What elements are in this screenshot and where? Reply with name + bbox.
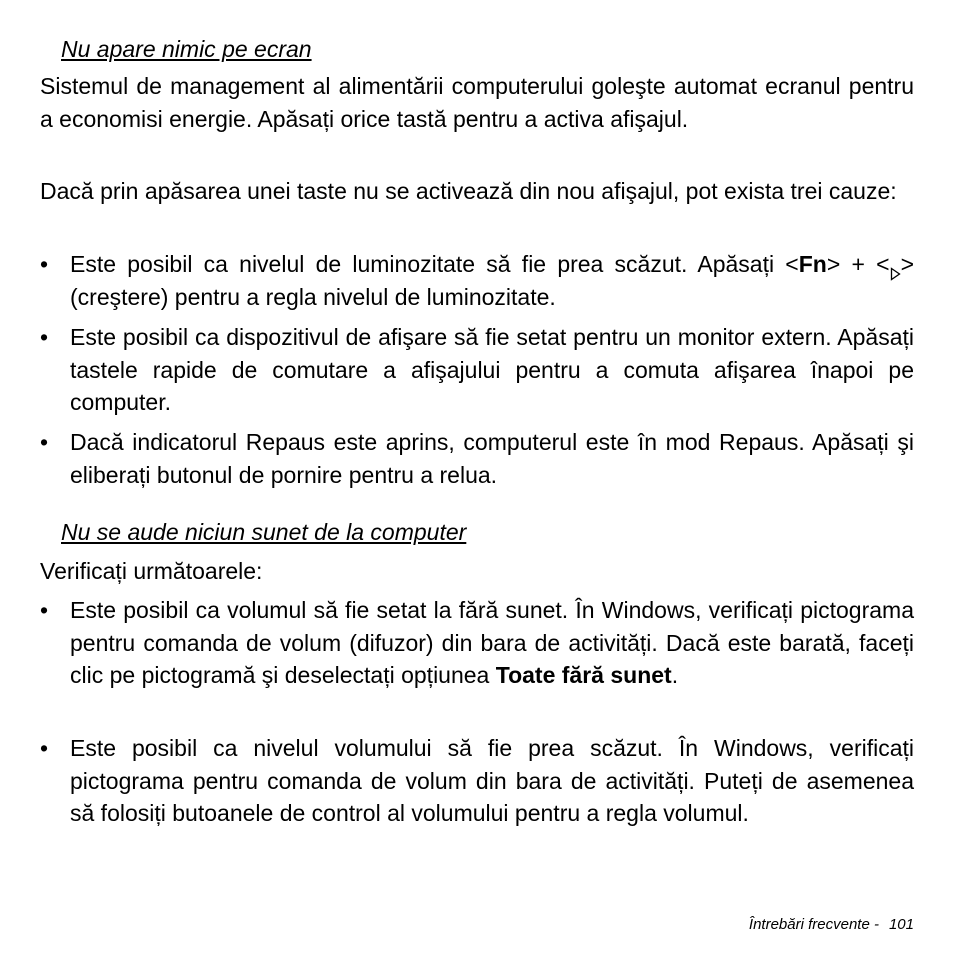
list-item — [40, 732, 914, 830]
bullet-text-brightness: Este posibil ca nivelul de luminozitate să fie prea scăzut. Apăsați <Fn> + < > (creştere) pentru a regla nivelul de luminozitate. — [70, 251, 915, 310]
page-footer — [749, 916, 914, 933]
footer-label: Întrebări frecvente - — [748, 916, 879, 933]
list-item — [40, 594, 914, 692]
bullet-text-external-monitor: Este posibil ca dispozitivul de afişare să fie setat pentru un monitor extern. Apăsați tastele rapide de comutare a afişajului pentru a comuta afişarea înapoi pe computer. — [70, 324, 914, 415]
bullet-marker: • — [40, 324, 49, 350]
bullet-marker: • — [40, 597, 49, 623]
section-heading-no-display: Nu apare nimic pe ecran — [61, 36, 312, 62]
list-item — [40, 321, 914, 419]
key-fn: Fn — [798, 251, 827, 277]
bullet-marker: • — [40, 429, 49, 455]
bullet-text-volume-low: Este posibil ca nivelul volumului să fie prea scăzut. În Windows, verificați pictograma pentru comanda de volum din bara de activități. Puteți de asemenea să folosiți butoanele de control al volumului pentru a regla volumul. — [70, 735, 914, 826]
list-item — [40, 426, 914, 491]
paragraph-power-management: Sistemul de management al alimentării computerului goleşte automat ecranul pentru a economisi energie. Apăsați orice tastă pentru a activa afişajul. — [40, 73, 914, 132]
brightness-up-key-icon — [890, 257, 901, 271]
option-mute-all: Toate fără sunet — [495, 662, 672, 688]
bullet-marker: • — [40, 735, 49, 761]
bullet-text-muted: Este posibil ca volumul să fie setat la fără sunet. În Windows, verificați pictograma pentru comanda de volum (difuzor) din bara de activități. Dacă este barată, faceți clic pe pictogramă şi deselectați opțiunea Toate fără sunet. — [70, 597, 914, 688]
list-item — [40, 248, 914, 313]
paragraph-three-causes: Dacă prin apăsarea unei taste nu se activează din nou afişajul, pot exista trei cauze: — [40, 178, 897, 204]
bullet-marker: • — [40, 251, 49, 277]
paragraph-check-following: Verificați următoarele: — [40, 558, 263, 584]
page-number: 101 — [888, 916, 914, 933]
bullet-text-sleep-mode: Dacă indicatorul Repaus este aprins, computerul este în mod Repaus. Apăsați şi eliberați butonul de pornire pentru a relua. — [70, 429, 914, 488]
section-heading-no-sound: Nu se aude niciun sunet de la computer — [61, 519, 467, 545]
